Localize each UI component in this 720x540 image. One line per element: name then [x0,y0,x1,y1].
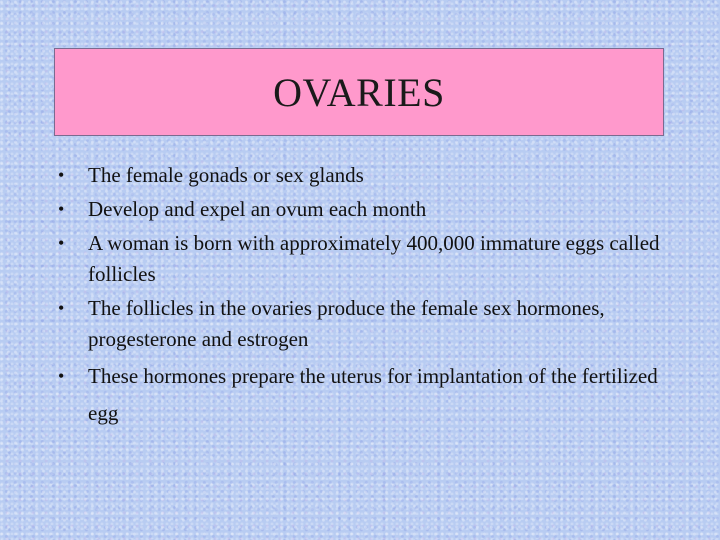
title-box [54,48,664,136]
bullet-icon: • [58,199,65,219]
bullet-icon: • [58,233,65,253]
bullet-item [58,160,678,191]
bullet-text: Develop and expel an ovum each month [88,197,427,221]
bullet-text: The female gonads or sex glands [88,163,364,187]
bullet-item [58,293,678,355]
slide-title: OVARIES [273,69,445,115]
bullet-list [58,160,678,435]
bullet-icon: • [58,298,65,318]
bullet-item [58,358,678,432]
bullet-text: A woman is born with approximately 400,000 immature eggs called follicles [88,231,660,286]
bullet-text: These hormones prepare the uterus for implantation of the fertilized egg [88,364,658,425]
bullet-item [58,228,678,290]
bullet-text: The follicles in the ovaries produce the female sex hormones, progesterone and estrogen [88,296,605,351]
bullet-item [58,194,678,225]
bullet-icon: • [58,165,65,185]
bullet-icon: • [58,366,65,386]
